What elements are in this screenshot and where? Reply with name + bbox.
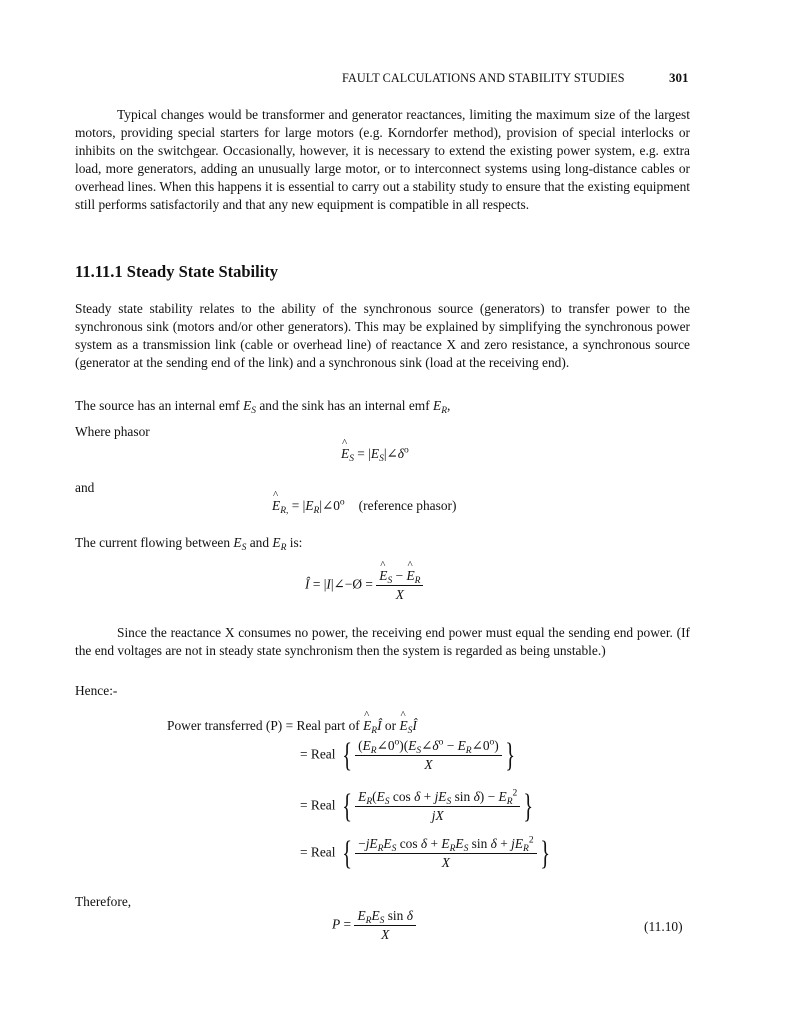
current-text-2: and (246, 535, 273, 550)
running-header: FAULT CALCULATIONS AND STABILITY STUDIES (342, 71, 625, 85)
page-number: 301 (669, 70, 689, 85)
reference-phasor-note: (reference phasor) (358, 498, 457, 513)
equation-current: Î = |I|∠−Ø = ^ $\frac{E_S - \^{} E_R}{X}$ (305, 568, 423, 603)
real-label-2: = Real (300, 797, 336, 813)
es-symbol: $E_S$ (243, 398, 256, 416)
er-symbol: $E_R$ (433, 398, 448, 416)
section-heading: 11.11.1 Steady State Stability (75, 262, 279, 281)
equation-real-3: = Real { $\frac{-jE_RE_S \cos \delta + E_RE_S \sin \delta + jE_R^2}{X}$ } (300, 834, 550, 872)
current-text-3: is: (286, 535, 303, 550)
reactance-paragraph: Since the reactance X consumes no power, the receiving end power must equal the sending end power. (If the end voltages are not in steady state synchronism then the system is regarded as being unstable.) (75, 625, 690, 658)
steady-state-paragraph: Steady state stability relates to the ability of the synchronous source (generators) to transfer power to the synchronous sink (motors and/or other generators). This may be explained by simplifying the synchronous power system as a transmission link (cable or overhead line) of reactance X and zero resistance, a synchronous source (generator at the sending end of the link) and a synchronous sink (load at the receiving end). (75, 301, 690, 370)
current-line: The current flowing between $E_S$ and $E_R$ is: (75, 535, 303, 553)
power-transferred-line: Power transferred (P) = Real part of ^ $E_RÎ$ or ^ $E_SÎ$ (167, 718, 417, 734)
equation-real-2: = Real { $\frac{E_R(E_S \cos \delta + jE_S \sin \delta) - E_R^2}{jX}$ } (300, 787, 534, 825)
equation-power-result: P = $\frac{E_RE_S \sin \delta}{X}$ (332, 908, 416, 943)
real-label-1: = Real (300, 746, 336, 762)
equation-er-phasor: ^ $E_{R,}$ = $|E_R|\angle 0^o$ (reference phasor) (272, 498, 456, 514)
therefore-label: Therefore, (75, 894, 132, 909)
source-sink-text-1: The source has an internal emf (75, 398, 244, 413)
current-text-1: The current flowing between (75, 535, 234, 550)
equation-real-1: = Real { $\frac{(E_R\angle 0^o)(E_S\angle\delta^o - E_R\angle 0^o)}{X}$ } (300, 736, 515, 774)
or-word: or (384, 718, 397, 733)
intro-paragraph: Typical changes would be transformer and generator reactances, limiting the maximum size of the largest motors, providing special starters for large motors (e.g. Korndorfer method), provision of special interlocks or inhibits on the switchgear. Occasionally, however, it is necessary to extend the existing power system, e.g. extra load, more generators, adding an unusually large motor, or to interconnect systems using long-distance cables or overhead lines. When this happens it is essential to carry out a stability study to ensure that the existing equipment still performs satisfactorily and that any new equipment is compatible in all respects. (75, 107, 690, 212)
power-transferred-label: Power transferred (P) = Real part of (167, 718, 360, 733)
source-sink-line: The source has an internal emf $E_S$ and the sink has an internal emf $E_R$, (75, 398, 451, 416)
where-phasor-label: Where phasor (75, 424, 150, 439)
real-label-3: = Real (300, 844, 336, 860)
hence-label: Hence:- (75, 683, 118, 698)
equation-es-phasor: ^ $E_S$ = $|E_S|\angle\delta^o$ (341, 446, 409, 462)
and-label: and (75, 480, 95, 495)
equation-number: (11.10) (644, 919, 683, 934)
source-sink-text-2: and the sink has an internal emf (256, 398, 434, 413)
